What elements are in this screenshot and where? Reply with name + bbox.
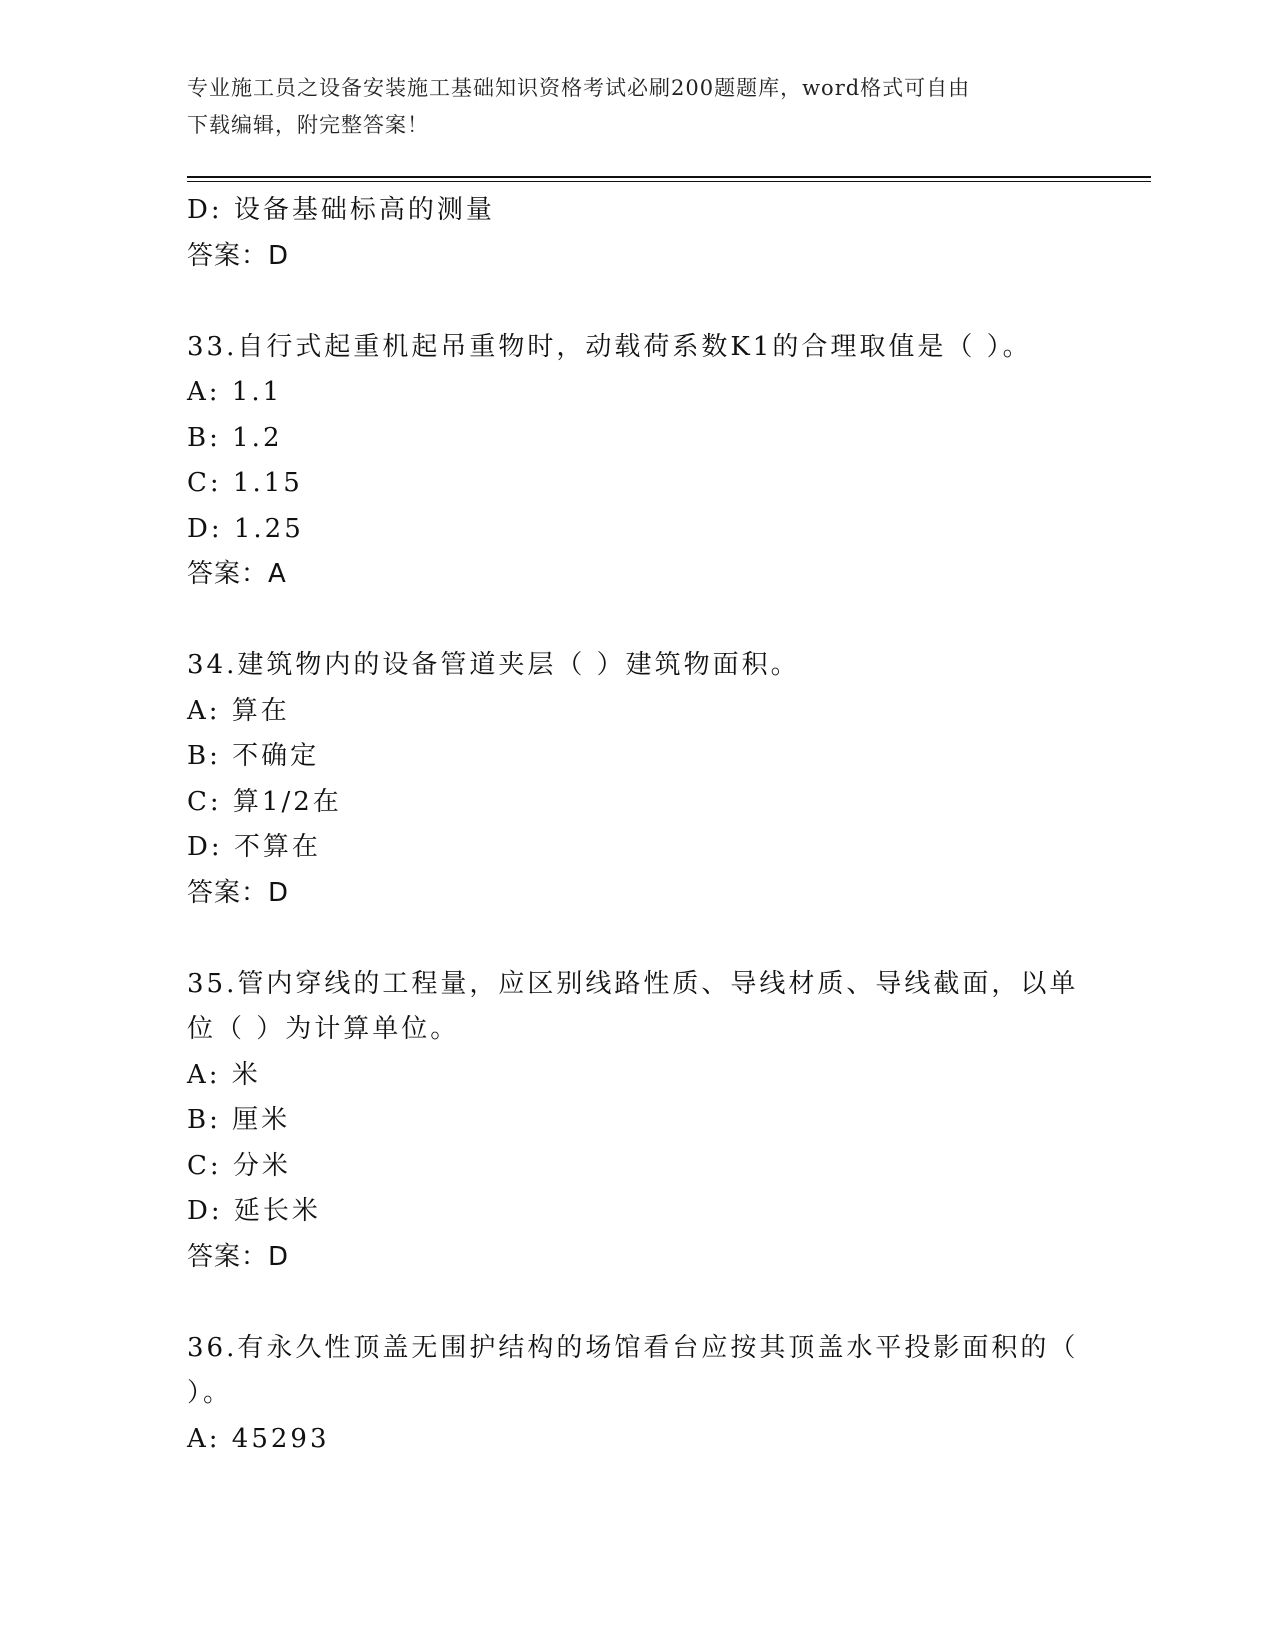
question-35-option-d: D: 延长米 (187, 1196, 321, 1226)
question-34 (187, 643, 1087, 916)
question-34-option-b: B: 不确定 (187, 741, 320, 771)
question-34-text: 34.建筑物内的设备管道夹层（ ）建筑物面积。 (187, 650, 800, 680)
header-divider-thin (187, 181, 1151, 182)
question-35-text-line-1: 35.管内穿线的工程量，应区别线路性质、导线材质、导线截面，以单 (187, 968, 1079, 999)
question-36-text-line-1: 36.有永久性顶盖无围护结构的场馆看台应按其顶盖水平投影面积的（ (187, 1332, 1079, 1363)
prev-answer: 答案：D (187, 240, 290, 271)
question-34-option-a: A: 算在 (187, 695, 290, 726)
question-35-option-a: A: 米 (187, 1059, 261, 1090)
header-line-1: 专业施工员之设备安装施工基础知识资格考试必刷200题题库，word格式可自由 (187, 76, 971, 100)
question-33 (187, 325, 1087, 598)
document-header (187, 70, 1087, 144)
header-divider-thick (187, 176, 1151, 178)
question-33-option-d: D: 1.25 (187, 513, 304, 544)
spacer (187, 279, 1087, 325)
question-33-answer: 答案：A (187, 559, 287, 589)
spacer (187, 916, 1087, 962)
question-content (187, 188, 1087, 1462)
question-35-option-c: C: 分米 (187, 1150, 291, 1181)
question-33-option-b: B: 1.2 (187, 422, 283, 453)
question-33-text: 33.自行式起重机起吊重物时，动载荷系数K1的合理取值是（ ）。 (187, 331, 1032, 362)
question-34-option-c: C: 算1/2在 (187, 786, 342, 817)
question-33-option-c: C: 1.15 (187, 468, 303, 498)
question-35-answer: 答案：D (187, 1241, 290, 1272)
spacer (187, 1280, 1087, 1326)
question-35-option-b: B: 厘米 (187, 1105, 291, 1135)
question-36-option-a: A: 45293 (187, 1423, 330, 1454)
question-36 (187, 1326, 1087, 1463)
prev-option-d: D: 设备基础标高的测量 (187, 195, 495, 225)
question-35-text-line-2: 位（ ）为计算单位。 (187, 1014, 460, 1044)
question-34-answer: 答案：D (187, 877, 290, 908)
question-35 (187, 962, 1087, 1281)
spacer (187, 598, 1087, 644)
header-line-2: 下载编辑，附完整答案！ (187, 113, 429, 137)
question-34-option-d: D: 不算在 (187, 832, 321, 862)
question-33-option-a: A: 1.1 (187, 377, 283, 407)
question-36-text-line-2: ）。 (187, 1378, 233, 1408)
